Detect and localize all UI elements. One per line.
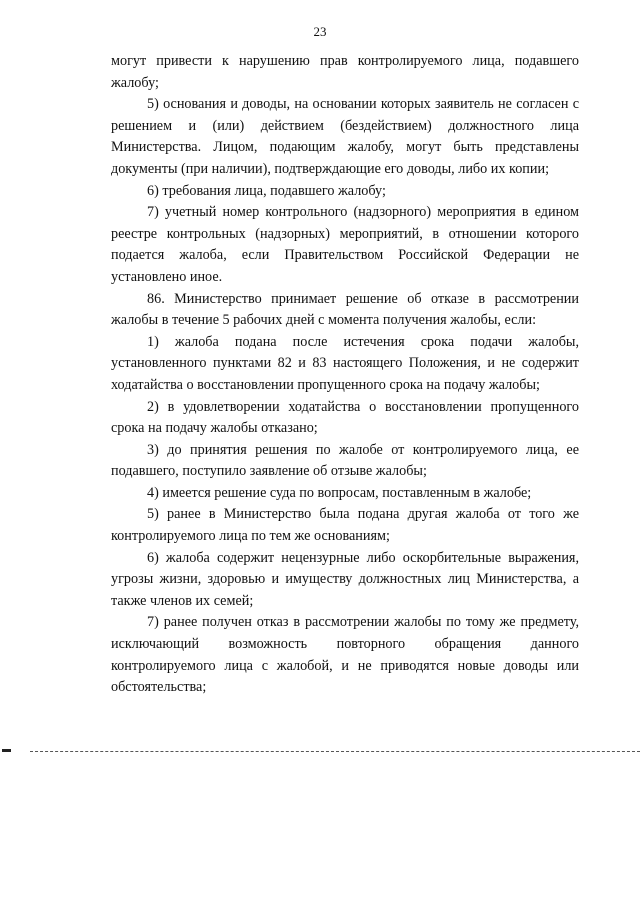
paragraph: 3) до принятия решения по жалобе от контролируемого лица, ее подавшего, поступило заявление об отзыве жалобы; xyxy=(111,441,579,480)
paragraph: 5) ранее в Министерство была подана другая жалоба от того же контролируемого лица по тем же основаниям; xyxy=(111,506,579,545)
paragraph: 2) в удовлетворении ходатайства о восстановлении пропущенного срока на подачу жалобы отказано; xyxy=(111,398,579,437)
paragraph: 86. Министерство принимает решение об отказе в рассмотрении жалобы в течение 5 рабочих дней с момента получения жалобы, если: xyxy=(111,290,579,329)
paragraph: 1) жалоба подана после истечения срока подачи жалобы, установленного пунктами 82 и 83 настоящего Положения, и не содержит ходатайства о восстановлении пропущенного срока на подачу жалобы; xyxy=(111,333,579,393)
paragraph: 6) жалоба содержит нецензурные либо оскорбительные выражения, угрозы жизни, здоровью и имуществу должностных лиц Министерства, а также членов их семей; xyxy=(111,549,579,609)
paragraph: могут привести к нарушению прав контролируемого лица, подавшего жалобу; xyxy=(111,53,579,91)
paragraph: 6) требования лица, подавшего жалобу; xyxy=(147,182,386,199)
scan-edge-mark xyxy=(2,749,11,752)
document-body xyxy=(111,51,579,699)
paragraph: 4) имеется решение суда по вопросам, поставленным в жалобе; xyxy=(147,484,532,501)
page-number: 23 xyxy=(313,24,327,39)
paragraph: 7) ранее получен отказ в рассмотрении жалобы по тому же предмету, исключающий возможность повторного обращения данного контролируемого лица с жалобой, и не приводятся новые доводы или обстоятельства; xyxy=(111,614,579,696)
scan-dashed-line xyxy=(30,751,640,752)
paragraph: 5) основания и доводы, на основании которых заявитель не согласен с решением и (или) действием (бездействием) должностного лица Министерства. Лицом, подающим жалобу, могут быть представлены документы (при наличии), подтверждающие его доводы, либо их копии; xyxy=(111,96,579,177)
paragraph: 7) учетный номер контрольного (надзорного) мероприятия в едином реестре контрольных (надзорных) мероприятий, в отношении которого подается жалоба, если Правительством Российской Федерации не установлено иное. xyxy=(111,204,579,285)
